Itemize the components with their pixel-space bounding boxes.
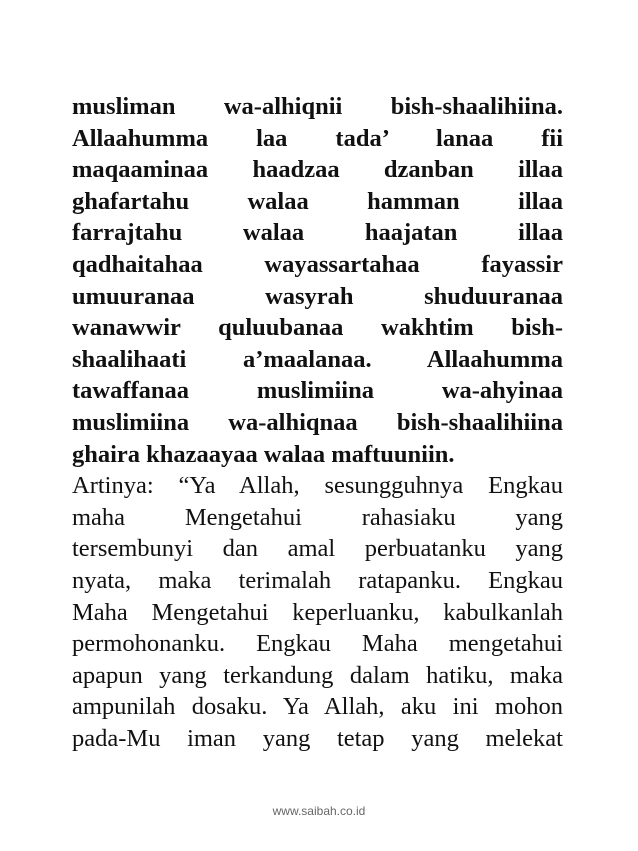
doa-line: muslimiina wa-alhiqnaa bish-shaalihiina bbox=[72, 408, 563, 436]
artinya-line: nyata, maka terimalah ratapanku. Engkau bbox=[72, 566, 563, 594]
doa-line: farrajtahu walaa haajatan illaa bbox=[72, 219, 563, 247]
doa-line: umuuranaa wasyrah shuduuranaa bbox=[72, 282, 563, 310]
footer-website: www.saibah.co.id bbox=[272, 804, 366, 818]
body-text bbox=[72, 91, 563, 754]
artinya-line: apapun yang terkandung dalam hatiku, maka bbox=[72, 661, 563, 689]
doa-line: Allaahumma laa tada’ lanaa fii bbox=[72, 124, 563, 152]
doa-paragraph bbox=[72, 91, 563, 470]
artinya-line: pada-Mu iman yang tetap yang melekat bbox=[72, 724, 563, 752]
doa-line: qadhaitahaa wayassartahaa fayassir bbox=[72, 250, 563, 278]
doa-line: shaalihaati a’maalanaa. Allaahumma bbox=[72, 345, 563, 373]
doa-line: ghafartahu walaa hamman illaa bbox=[72, 187, 563, 215]
artinya-paragraph bbox=[72, 470, 563, 754]
doa-line: maqaaminaa haadzaa dzanban illaa bbox=[72, 156, 563, 184]
artinya-line: maha Mengetahui rahasiaku yang bbox=[72, 503, 563, 531]
doa-line: wanawwir quluubanaa wakhtim bish- bbox=[72, 314, 563, 342]
artinya-line: permohonanku. Engkau Maha mengetahui bbox=[72, 630, 563, 658]
doa-line: musliman wa-alhiqnii bish-shaalihiina. bbox=[72, 93, 563, 120]
artinya-line: Artinya: “Ya Allah, sesungguhnya Engkau bbox=[72, 472, 563, 500]
artinya-line: tersembunyi dan amal perbuatanku yang bbox=[72, 535, 563, 563]
doa-line: ghaira khazaayaa walaa maftuuniin. bbox=[72, 440, 455, 468]
doa-line: tawaffanaa muslimiina wa-ahyinaa bbox=[72, 377, 563, 405]
artinya-line: Maha Mengetahui keperluanku, kabulkanlah bbox=[72, 598, 563, 626]
artinya-line: ampunilah dosaku. Ya Allah, aku ini mohon bbox=[72, 693, 563, 721]
